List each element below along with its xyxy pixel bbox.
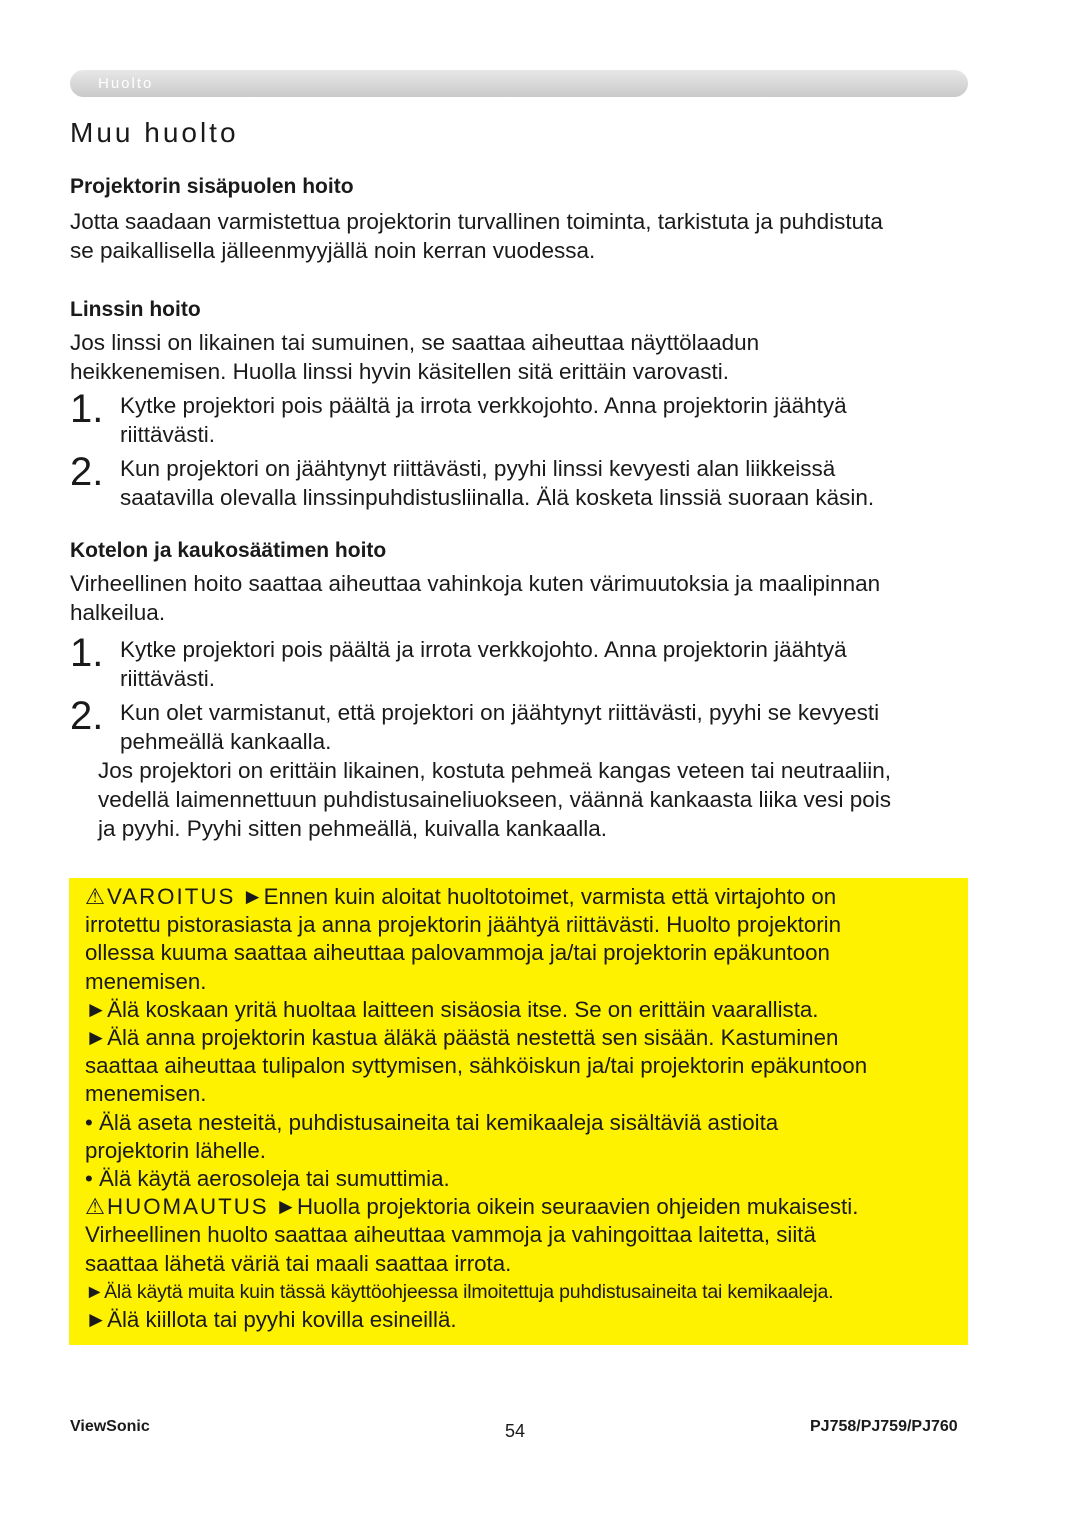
warning-line: Virheellinen huolto saattaa aiheuttaa vammoja ja vahingoittaa laitetta, siitä: [85, 1222, 816, 1248]
warning-line: ►Älä koskaan yritä huoltaa laitteen sisäosia itse. Se on erittäin vaarallista.: [85, 996, 819, 1022]
step-item: [70, 387, 970, 449]
page-number: 54: [505, 1421, 526, 1441]
step-line: Kytke projektori pois päältä ja irrota verkkojohto. Anna projektorin jäähtyä: [120, 393, 847, 418]
note-line: vedellä laimennettuun puhdistusaineliuokseen, väännä kankaasta liika vesi pois: [98, 787, 892, 812]
step-number: 2.: [70, 450, 104, 494]
page-title: Muu huolto: [70, 117, 239, 148]
step-line: Kun olet varmistanut, että projektori on jäähtynyt riittävästi, pyyhi se kevyesti: [120, 700, 880, 725]
section-header-bar: [70, 70, 968, 97]
warning-line: menemisen.: [85, 968, 207, 994]
huomautus-label: ⚠HUOMAUTUS: [85, 1194, 269, 1220]
warning-line: • Älä käytä aerosoleja tai sumuttimia.: [85, 1166, 450, 1192]
huomautus-text: ►Huolla projektoria oikein seuraavien ohjeiden mukaisesti.: [268, 1194, 859, 1220]
section-lens: [70, 295, 970, 512]
step-item: [70, 450, 970, 512]
note-line: ja pyyhi. Pyyhi sitten pehmeällä, kuivalla kankaalla.: [98, 816, 608, 841]
varoitus-label: ⚠VAROITUS: [85, 884, 236, 909]
step-line: riittävästi.: [120, 666, 216, 691]
step-line: riittävästi.: [120, 422, 216, 447]
warning-line: ►Älä käytä muita kuin tässä käyttöohjeessa ilmoitettuja puhdistusaineita tai kemikaaleja.: [85, 1280, 834, 1303]
paragraph-line: Jos linssi on likainen tai sumuinen, se saattaa aiheuttaa näyttölaadun: [70, 330, 760, 355]
step-line: Kytke projektori pois päältä ja irrota verkkojohto. Anna projektorin jäähtyä: [120, 637, 847, 662]
warning-line: ollessa kuuma saattaa aiheuttaa palovammoja ja/tai projektorin epäkuntoon: [85, 940, 830, 966]
section-heading: Kotelon ja kaukosäätimen hoito: [70, 539, 387, 562]
paragraph-line: Virheellinen hoito saattaa aiheuttaa vahinkoja kuten värimuutoksia ja maalipinnan: [70, 571, 881, 596]
section-interior: [70, 172, 970, 265]
paragraph-line: heikkenemisen. Huolla linssi hyvin käsitellen sitä erittäin varovasti.: [70, 359, 730, 384]
paragraph-line: se paikallisella jälleenmyyjällä noin kerran vuodessa.: [70, 238, 596, 263]
footer-model: PJ758/PJ759/PJ760: [810, 1418, 958, 1435]
main-content: [70, 172, 970, 843]
warning-line: ►Älä anna projektorin kastua äläkä päästä nestettä sen sisään. Kastuminen: [85, 1025, 839, 1051]
warning-box: [69, 878, 968, 1345]
warning-line: projektorin lähelle.: [85, 1137, 266, 1163]
warning-line: saattaa lähetä väriä tai maali saattaa irrota.: [85, 1250, 512, 1276]
paragraph-line: halkeilua.: [70, 600, 166, 625]
warning-line: [85, 883, 952, 911]
step-item: [70, 631, 970, 693]
step-line: pehmeällä kankaalla.: [120, 729, 332, 754]
footer-brand: ViewSonic: [70, 1418, 150, 1435]
section-label: Huolto: [98, 75, 154, 92]
note-line: Jos projektori on erittäin likainen, kostuta pehmeä kangas veteen tai neutraaliin,: [98, 758, 891, 783]
step-note: [70, 756, 970, 843]
step-number: 1.: [70, 631, 104, 675]
section-heading: Linssin hoito: [70, 298, 201, 321]
warning-line: • Älä aseta nesteitä, puhdistusaineita tai kemikaaleja sisältäviä astioita: [85, 1109, 779, 1135]
warning-line: irrotettu pistorasiasta ja anna projektorin jäähtyä riittävästi. Huolto projektorin: [85, 912, 841, 938]
step-number: 1.: [70, 387, 104, 431]
step-item: [70, 694, 970, 756]
paragraph-line: Jotta saadaan varmistettua projektorin turvallinen toiminta, tarkistuta ja puhdistuta: [70, 209, 883, 234]
step-line: saatavilla olevalla linssinpuhdistusliinalla. Älä kosketa linssiä suoraan käsin.: [120, 485, 875, 510]
warning-line: [85, 1193, 952, 1221]
warning-line: saattaa aiheuttaa tulipalon syttymisen, sähköiskun ja/tai projektorin epäkuntoon: [85, 1053, 868, 1079]
varoitus-text: ►Ennen kuin aloitat huoltotoimet, varmista että virtajohto on: [235, 884, 837, 909]
warning-line: ►Älä kiillota tai pyyhi kovilla esineillä.: [85, 1307, 457, 1333]
step-line: Kun projektori on jäähtynyt riittävästi, pyyhi linssi kevyesti alan liikkeissä: [120, 456, 836, 481]
section-case: [70, 536, 970, 843]
warning-line: menemisen.: [85, 1081, 207, 1107]
section-heading: Projektorin sisäpuolen hoito: [70, 175, 354, 198]
step-number: 2.: [70, 694, 104, 738]
